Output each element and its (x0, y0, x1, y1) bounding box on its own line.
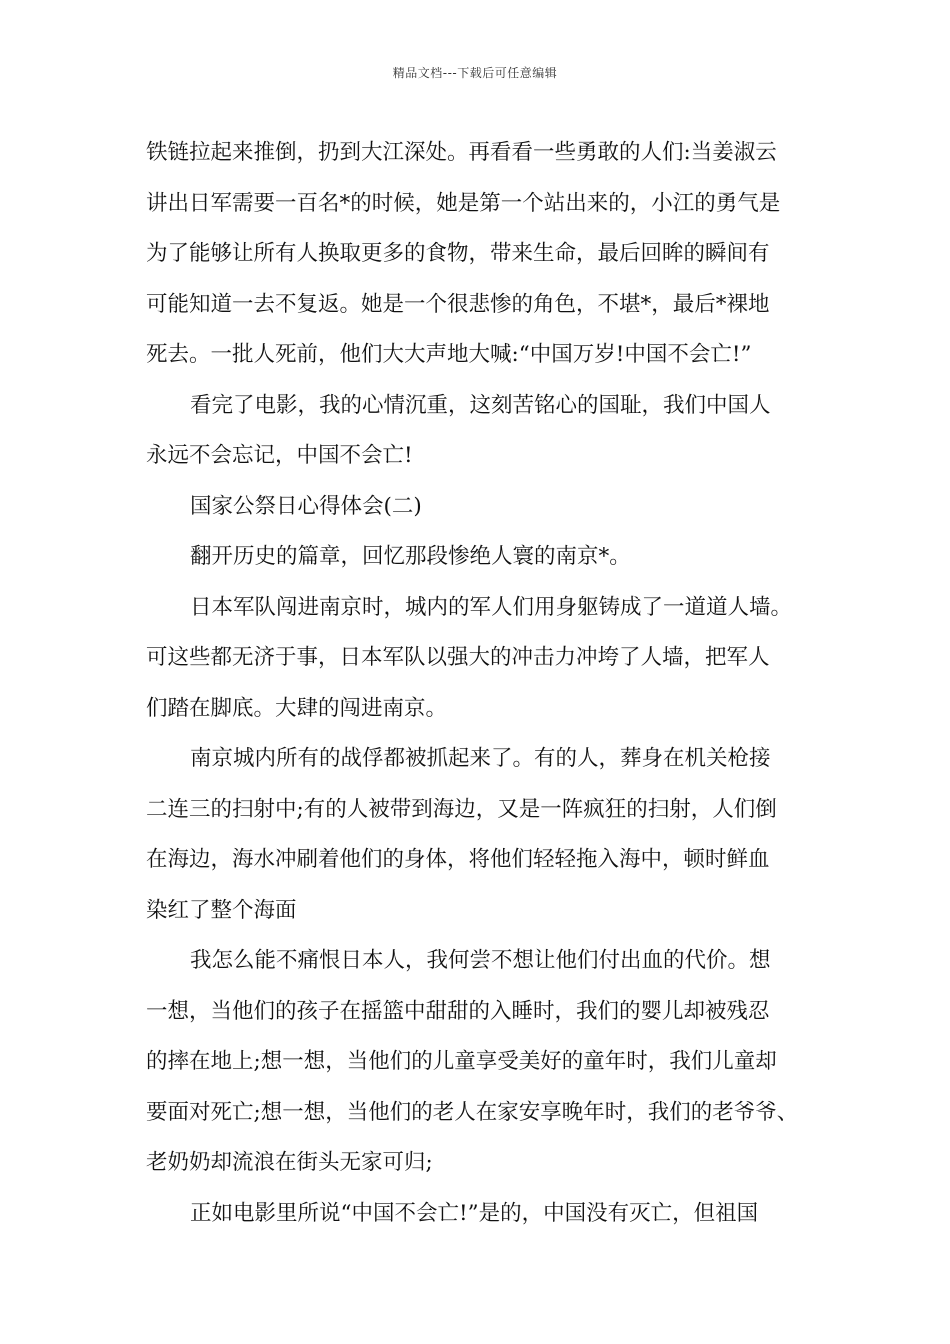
text-line: 二连三的扫射中;有的人被带到海边，又是一阵疯狂的扫射，人们倒 (146, 796, 777, 822)
paragraph-start-line: 南京城内所有的战俘都被抓起来了。有的人，葬身在机关枪接 (190, 746, 771, 771)
text-line: 一想，当他们的孩子在摇篮中甜甜的入睡时，我们的婴儿却被残忍 (146, 998, 770, 1024)
document-body (146, 128, 816, 1239)
text-line: 染红了整个海面 (146, 897, 297, 923)
paragraph-start-line: 正如电影里所说“中国不会亡!”是的，中国没有灭亡，但祖国 (190, 1200, 759, 1226)
paragraph-start-line: 看完了电影，我的心情沉重，这刻苦铭心的国耻，我们中国人 (190, 392, 771, 418)
text-line: 死去。一批人死前，他们大大声地大喊:“中国万岁!中国不会亡!” (146, 342, 752, 367)
text-line: 在海边，海水冲刷着他们的身体，将他们轻轻拖入海中，顿时鲜血 (146, 847, 770, 872)
paragraph-start-line: 我怎么能不痛恨日本人，我何尝不想让他们付出血的代价。想 (190, 948, 771, 973)
page-header: 精品文档---下载后可任意编辑 (392, 66, 558, 80)
text-line: 的摔在地上;想一想，当他们的儿童享受美好的童年时，我们儿童却 (146, 1049, 777, 1074)
text-line: 老奶奶却流浪在街头无家可归; (146, 1150, 433, 1175)
text-line: 要面对死亡;想一想，当他们的老人在家安享晚年时，我们的老爷爷、 (146, 1099, 799, 1125)
text-line: 可能知道一去不复返。她是一个很悲惨的角色，不堪*，最后*裸地 (146, 291, 770, 317)
section-heading: 国家公祭日心得体会(二) (190, 493, 422, 519)
text-line: 铁链拉起来推倒，扔到大江深处。再看看一些勇敢的人们:当姜淑云 (146, 140, 777, 165)
text-line: 们踏在脚底。大肆的闯进南京。 (146, 695, 448, 721)
paragraph-start-line: 日本军队闯进南京时，城内的军人们用身躯铸成了一道道人墙。 (190, 594, 793, 620)
text-line: 永远不会忘记，中国不会亡! (146, 443, 413, 468)
text-line: 为了能够让所有人换取更多的食物，带来生命，最后回眸的瞬间有 (146, 241, 770, 266)
paragraph-start-line: 翻开历史的篇章，回忆那段惨绝人寰的南京*。 (190, 544, 631, 569)
text-line: 可这些都无济于事，日本军队以强大的冲击力冲垮了人墙，把军人 (146, 645, 770, 670)
text-line: 讲出日军需要一百名*的时候，她是第一个站出来的，小江的勇气是 (146, 190, 781, 216)
